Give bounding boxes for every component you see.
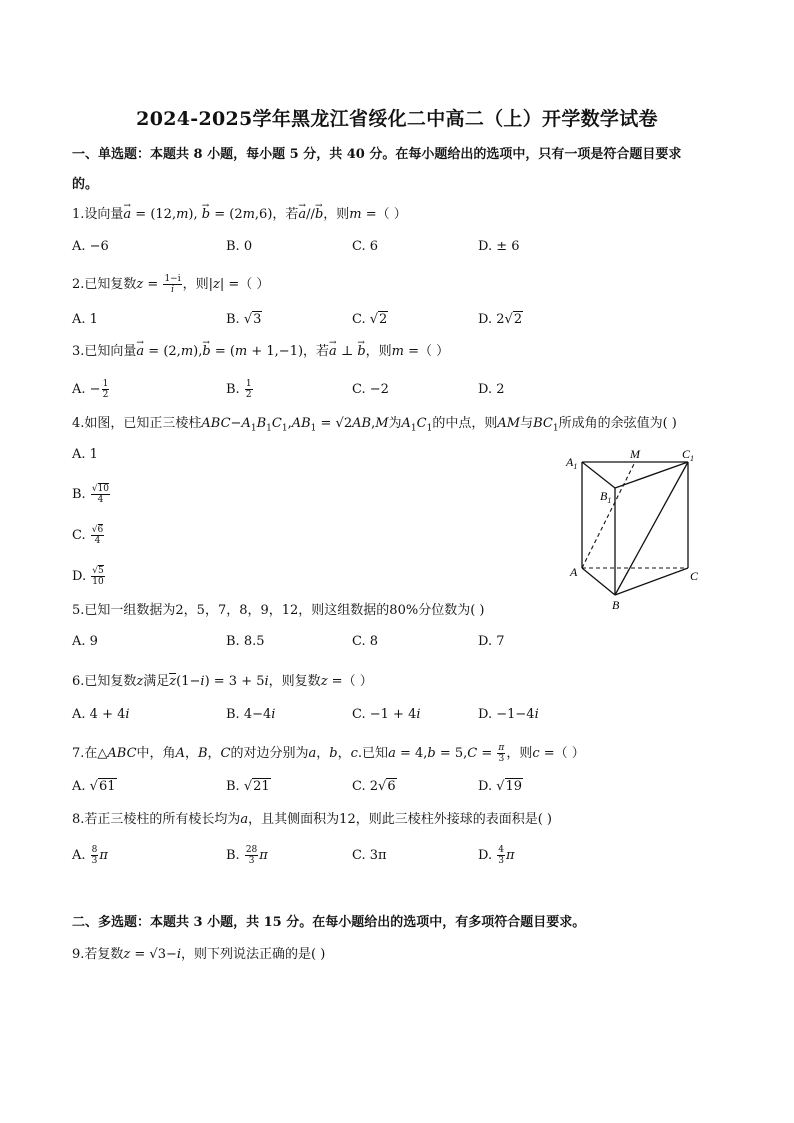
page-title: 2024-2025学年黑龙江省绥化二中高二（上）开学数学试卷 — [136, 108, 658, 130]
section-1-heading: 一、单选题：本题共 8 小题，每小题 5 分，共 40 分。在每小题给出的选项中，只有一项是符合题目要求 — [72, 147, 682, 162]
question-9-stem: 9.若复数z = √3−i，则下列说法正确的是( ) — [72, 947, 326, 962]
q7-option-b: B. √21 — [226, 779, 270, 794]
q4-option-d: D. $\frac{√5}{10}$ — [72, 566, 104, 587]
question-7-stem: 7.在△ABC中，角A，B，C的对边分别为a，b，c.已知a = 4,b = 5,C = $\frac{\pi}{3}$ ，则c =（ ） — [72, 743, 585, 764]
question-4-stem: 4.如图，已知正三棱柱$ABC-A_1B_1C_1,AB_1 = √2AB,M$为$A_1C_1$的中点，则AM与$BC_1$所成角的余弦值为( ) — [72, 416, 677, 434]
q4-option-a: A. 1 — [72, 447, 98, 462]
segment-am — [582, 462, 635, 568]
edge-a1b1 — [582, 462, 615, 488]
vector-b: → b — [202, 206, 210, 224]
q4-option-c: C. $\frac{√6}{4}$ — [72, 525, 104, 546]
q4-option-b: B. $\frac{√10}{4}$ — [72, 484, 110, 505]
q2-option-d: D. 2√2 — [478, 312, 523, 327]
q1-option-b: B. 0 — [226, 239, 253, 254]
question-6-stem: 6.已知复数z满足z(1−i) = 3 + 5i，则复数z =（ ） — [72, 674, 373, 689]
q5-option-c: C. 8 — [352, 634, 379, 649]
q1-option-a: A. −6 — [72, 239, 109, 254]
q2-option-c: C. √2 — [352, 312, 388, 327]
q7-option-a: A. √61 — [72, 779, 116, 794]
q3-option-a: A. − $\frac{1}{2}$ — [72, 379, 109, 400]
section-2-heading: 二、多选题：本题共 3 小题，共 15 分。在每小题给出的选项中，有多项符合题目要求。 — [72, 915, 586, 930]
q6-option-b: B. 4−4i — [226, 707, 276, 722]
q5-option-b: B. 8.5 — [226, 634, 265, 649]
edge-b1c1 — [615, 462, 688, 488]
label-m: M — [630, 448, 640, 461]
section-1-heading-cont: 的。 — [72, 177, 99, 192]
question-8-stem: 8.若正三棱柱的所有棱长均为a，且其侧面积为12，则此三棱柱外接球的表面积是( ) — [72, 812, 552, 827]
q1-option-d: D. ± 6 — [478, 239, 520, 254]
q1-option-c: C. 6 — [352, 239, 379, 254]
q6-option-c: C. −1 + 4i — [352, 707, 421, 722]
vector-a: → a — [123, 206, 131, 224]
q6-option-d: D. −1−4i — [478, 707, 539, 722]
question-1-stem: 1.设向量→ a = (12,m), → b = (2m,6)，若→ a//→ b，则m =（ ） — [72, 206, 407, 224]
label-a1: $A_1$ — [566, 455, 578, 471]
q7-option-c: C. 2√6 — [352, 779, 396, 794]
label-c: C — [690, 569, 699, 583]
q3-option-b: B. $\frac{1}{2}$ — [226, 379, 252, 400]
q5-option-a: A. 9 — [72, 634, 98, 649]
q7-option-d: D. √19 — [478, 779, 523, 794]
q8-option-d: D. $\frac{4}{3}$ π — [478, 845, 515, 866]
question-3-stem: 3.已知向量→ a = (2,m),→ b = (m + 1,−1)，若→ a ⊥ → b，则m =（ ） — [72, 343, 449, 361]
q6-option-a: A. 4 + 4i — [72, 707, 130, 722]
q8-option-b: B. $\frac{28}{3}$ π — [226, 845, 268, 866]
q3-option-c: C. −2 — [352, 382, 389, 397]
edge-ab — [582, 568, 615, 595]
q5-option-d: D. 7 — [478, 634, 505, 649]
label-a: A — [570, 565, 578, 579]
segment-bc1 — [615, 462, 688, 595]
label-b1: $B_1$ — [600, 489, 612, 505]
q2-option-b: B. √3 — [226, 312, 262, 327]
q2-option-a: A. 1 — [72, 312, 98, 327]
q3-option-d: D. 2 — [478, 382, 505, 397]
label-c1: $C_1$ — [682, 448, 695, 463]
edge-bc — [615, 568, 688, 595]
question-2-stem: 2.已知复数z = $\frac{1-i}{i}$ ，则|z| =（ ） — [72, 274, 270, 295]
question-5-stem: 5.已知一组数据为2，5，7，8，9，12，则这组数据的80%分位数为( ) — [72, 603, 485, 618]
q8-option-a: A. $\frac{8}{3}$ π — [72, 845, 108, 866]
label-b: B — [612, 598, 620, 612]
prism-figure — [560, 448, 710, 618]
q8-option-c: C. 3π — [352, 848, 387, 863]
